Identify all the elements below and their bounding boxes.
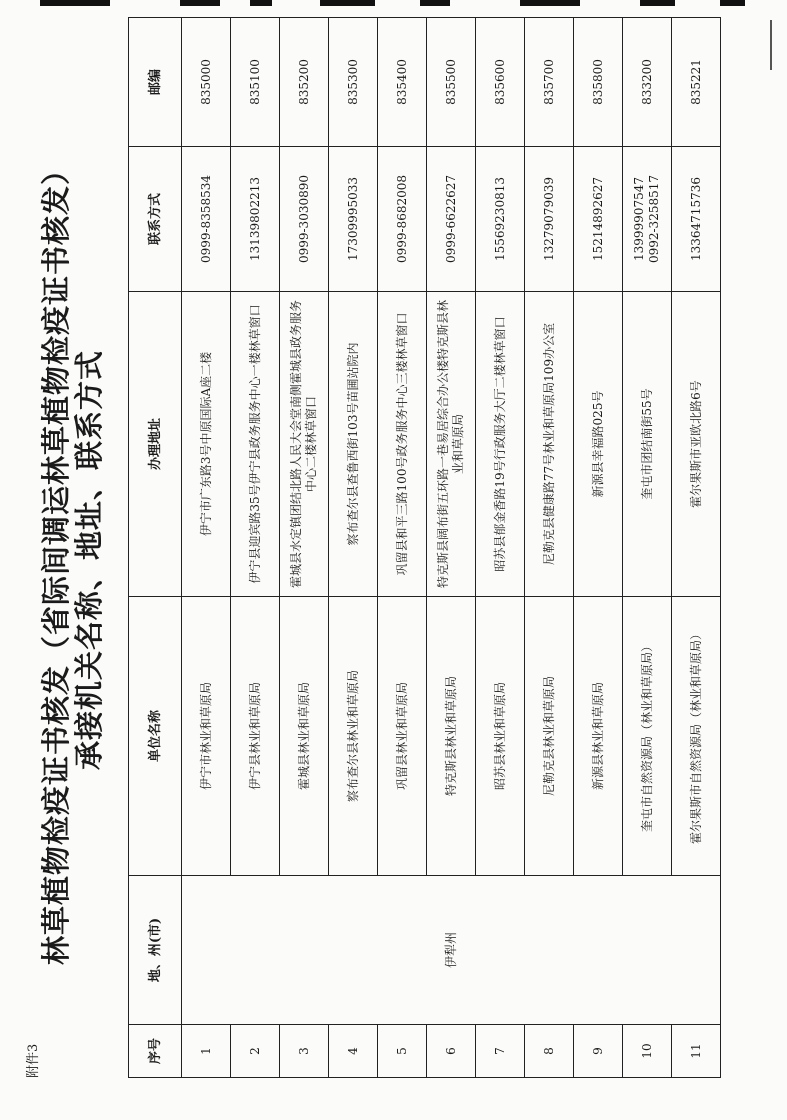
phone-primary: 15214892627: [590, 177, 605, 261]
row-phone: [231, 147, 280, 292]
row-unit: 伊宁县林业和草原局: [231, 597, 280, 876]
row-seq: 3: [280, 1025, 329, 1078]
title-line-2: 承接机关名称、地址、联系方式: [72, 350, 106, 771]
row-address: 巩留县和平三路100号政务服务中心三楼林草窗口: [378, 292, 427, 597]
annex-label: 附件3: [26, 1043, 41, 1078]
phone-primary: 17309995033: [345, 177, 360, 261]
phone-primary: 13364715736: [688, 177, 703, 261]
row-address: 伊宁县迎宾路35号伊宁县政务服务中心一楼林草窗口: [231, 292, 280, 597]
row-phone: [329, 147, 378, 292]
row-zip: 833200: [623, 18, 672, 147]
row-seq: 4: [329, 1025, 378, 1078]
row-unit: 新源县林业和草原局: [574, 597, 623, 876]
row-zip: 835800: [574, 18, 623, 147]
row-unit: 霍尔果斯市自然资源局（林业和草原局）: [672, 597, 721, 876]
table-row: [182, 18, 231, 1078]
row-address: 察布查尔县查鲁西街103号苗圃站院内: [329, 292, 378, 597]
row-phone: [574, 147, 623, 292]
row-unit: 奎屯市自然资源局（林业和草原局）: [623, 597, 672, 876]
phone-primary: 15569230813: [492, 177, 507, 261]
row-unit: 昭苏县林业和草原局: [476, 597, 525, 876]
row-seq: 2: [231, 1025, 280, 1078]
row-zip: 835500: [427, 18, 476, 147]
title-line-1: 林草植物检疫证书核发（省际间调运林草植物检疫证书核发）: [39, 155, 73, 966]
row-phone: [525, 147, 574, 292]
row-phone: [378, 147, 427, 292]
row-zip: 835700: [525, 18, 574, 147]
row-address: 伊宁市广东路3号中原国际A座二楼: [182, 292, 231, 597]
row-phone: [280, 147, 329, 292]
row-zip: 835400: [378, 18, 427, 147]
row-address: 特克斯县阔布街五环路一巷易居综合办公楼特克斯县林业和草原局: [427, 292, 476, 597]
row-zip: 835000: [182, 18, 231, 147]
document-title: [40, 150, 106, 970]
row-address: 昭苏县郁金香路19号行政服务大厅二楼林草窗口: [476, 292, 525, 597]
phone-secondary: 0992-3258517: [647, 174, 661, 264]
row-seq: 9: [574, 1025, 623, 1078]
table-body: [182, 18, 721, 1078]
scan-top-mark: [770, 20, 772, 70]
row-seq: 1: [182, 1025, 231, 1078]
row-seq: 10: [623, 1025, 672, 1078]
region-cell: 伊犁州: [182, 876, 721, 1025]
row-unit: 巩留县林业和草原局: [378, 597, 427, 876]
row-zip: 835100: [231, 18, 280, 147]
row-seq: 8: [525, 1025, 574, 1078]
agency-table: [128, 17, 721, 1078]
row-seq: 5: [378, 1025, 427, 1078]
row-zip: 835200: [280, 18, 329, 147]
row-phone: [427, 147, 476, 292]
row-address: 霍城县水定镇团结北路人民大会堂南侧霍城县政务服务中心二楼林草窗口: [280, 292, 329, 597]
row-phone: [182, 147, 231, 292]
row-unit: 伊宁市林业和草原局: [182, 597, 231, 876]
phone-primary: 13279079039: [541, 177, 556, 261]
header-zip: 邮编: [129, 18, 182, 147]
row-phone: [623, 147, 672, 292]
row-unit: 特克斯县林业和草原局: [427, 597, 476, 876]
row-seq: 11: [672, 1025, 721, 1078]
header-seq: 序号: [129, 1025, 182, 1078]
row-phone: [476, 147, 525, 292]
row-seq: 7: [476, 1025, 525, 1078]
phone-primary: 0999-8358534: [198, 174, 213, 264]
phone-primary: 13999907547: [632, 177, 646, 261]
row-address: 新源县幸福路025号: [574, 292, 623, 597]
row-zip: 835600: [476, 18, 525, 147]
phone-primary: 0999-3030890: [296, 174, 311, 264]
header-unit: 单位名称: [129, 597, 182, 876]
row-address: 奎屯市团结南街55号: [623, 292, 672, 597]
header-phone: 联系方式: [129, 147, 182, 292]
row-zip: 835221: [672, 18, 721, 147]
scan-edge-marks: [0, 0, 787, 8]
phone-primary: 13139802213: [247, 177, 262, 261]
row-seq: 6: [427, 1025, 476, 1078]
row-address: 霍尔果斯市亚欧北路6号: [672, 292, 721, 597]
row-unit: 察布查尔县林业和草原局: [329, 597, 378, 876]
row-phone: [672, 147, 721, 292]
header-region: 地、州(市): [129, 876, 182, 1025]
row-unit: 尼勒克县林业和草原局: [525, 597, 574, 876]
row-address: 尼勒克县健康路77号林业和草原局109办公室: [525, 292, 574, 597]
phone-primary: 0999-8682008: [394, 174, 409, 264]
row-unit: 霍城县林业和草原局: [280, 597, 329, 876]
table-header-row: [129, 18, 182, 1078]
phone-primary: 0999-6622627: [443, 174, 458, 264]
header-address: 办理地址: [129, 292, 182, 597]
row-zip: 835300: [329, 18, 378, 147]
